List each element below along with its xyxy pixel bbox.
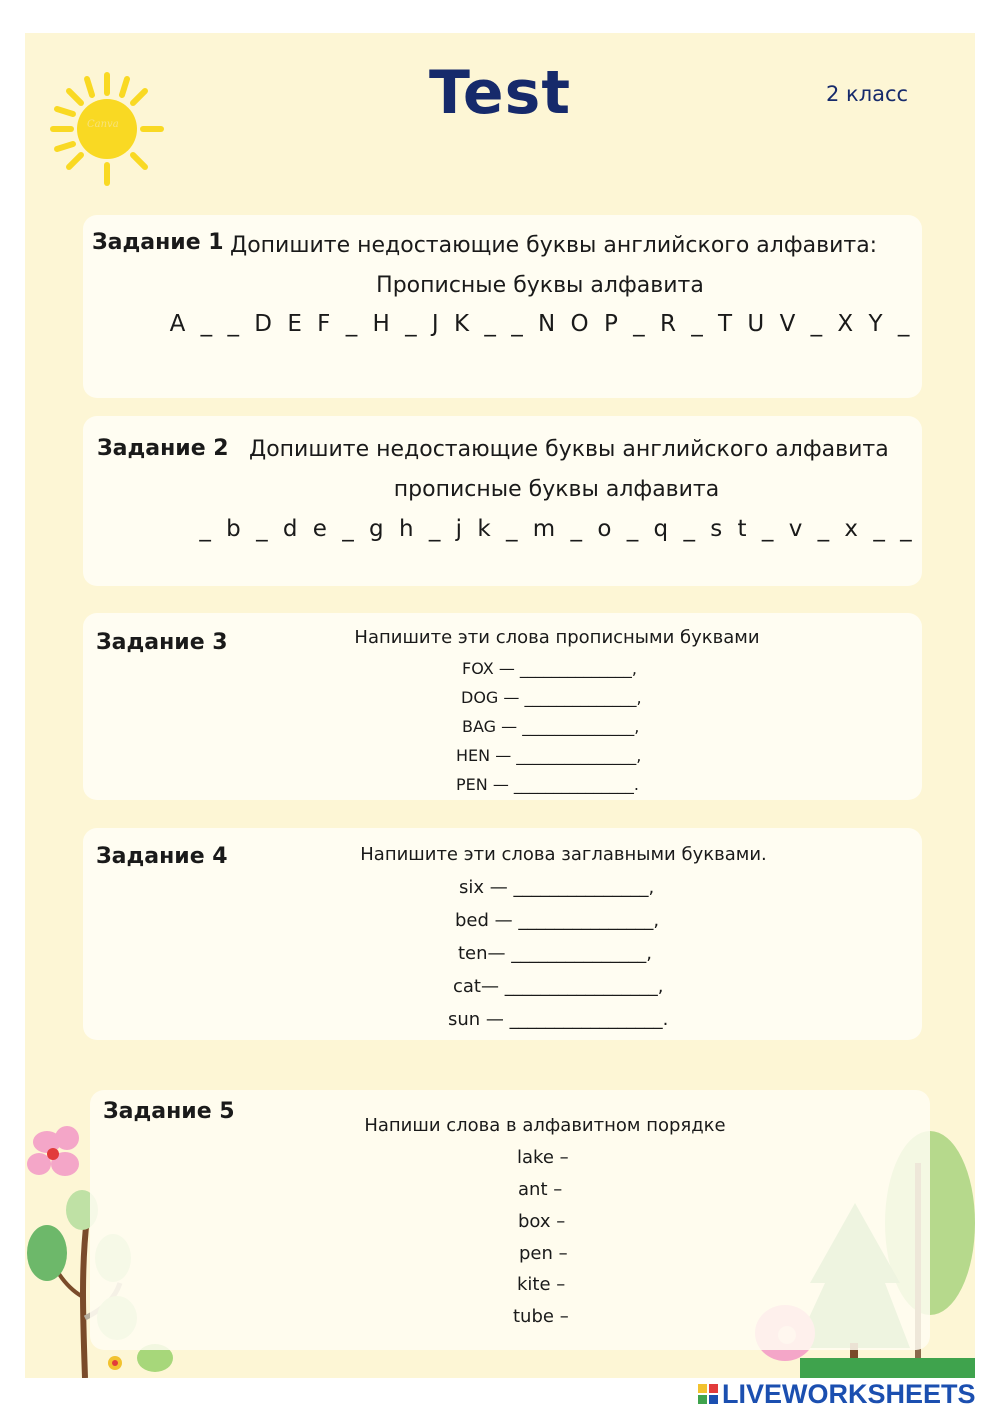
task-1-instruction: Допишите недостающие буквы английского алфавита: — [230, 233, 878, 258]
task-4-label: Задание 4 — [96, 844, 228, 869]
liveworksheets-logo[interactable] — [698, 1378, 976, 1410]
task-5-item[interactable]: ant – — [518, 1179, 563, 1200]
liveworksheets-logo-icon — [698, 1384, 718, 1404]
grade-label: 2 класс — [826, 82, 909, 106]
task-3-item[interactable]: BAG — ______________, — [462, 717, 640, 736]
task-2-instruction: Допишите недостающие буквы английского алфавита — [249, 437, 889, 462]
task-5-label: Задание 5 — [103, 1099, 235, 1124]
task-4-instruction: Напишите эти слова заглавными буквами. — [360, 844, 767, 865]
task-2-subtitle: прописные буквы алфавита — [393, 477, 720, 502]
task-2-label: Задание 2 — [97, 436, 229, 461]
task-1-subtitle: Прописные буквы алфавита — [376, 273, 704, 298]
task-4-item[interactable]: cat— _________________, — [453, 976, 664, 997]
task-1-label: Задание 1 — [92, 230, 224, 255]
page-title: Test — [428, 58, 572, 128]
liveworksheets-brand: LIVEWORKSHEETS — [722, 1378, 976, 1409]
task-5-item[interactable]: box – — [518, 1211, 566, 1232]
task-5-item[interactable]: lake – — [517, 1147, 569, 1168]
task-1-letters[interactable]: A _ _ D E F _ H _ J K _ _ N O P _ R _ T U V _ X Y _ — [169, 311, 914, 337]
task-3-item[interactable]: FOX — ______________, — [462, 659, 637, 678]
task-4-item[interactable]: sun — _________________. — [448, 1009, 669, 1030]
task-3-instruction: Напишите эти слова прописными буквами — [354, 627, 760, 648]
task-4-item[interactable]: six — _______________, — [459, 877, 655, 898]
task-3-item[interactable]: HEN — _______________, — [456, 746, 642, 765]
task-5-item[interactable]: pen – — [519, 1243, 568, 1264]
task-3-label: Задание 3 — [96, 630, 228, 655]
task-3-item[interactable]: DOG — ______________, — [461, 688, 642, 707]
task-4-item[interactable]: bed — _______________, — [455, 910, 660, 931]
task-5-instruction: Напиши слова в алфавитном порядке — [364, 1115, 726, 1136]
task-5-item[interactable]: kite – — [517, 1274, 566, 1295]
task-4-item[interactable]: ten— _______________, — [458, 943, 652, 964]
task-2-letters[interactable]: _ b _ d e _ g h _ j k _ m _ o _ q _ s t _ v _ x _ _ — [199, 516, 916, 542]
task-5-item[interactable]: tube – — [513, 1306, 569, 1327]
task-3-item[interactable]: PEN — _______________. — [456, 775, 639, 794]
sun-watermark: Canva — [87, 119, 119, 130]
